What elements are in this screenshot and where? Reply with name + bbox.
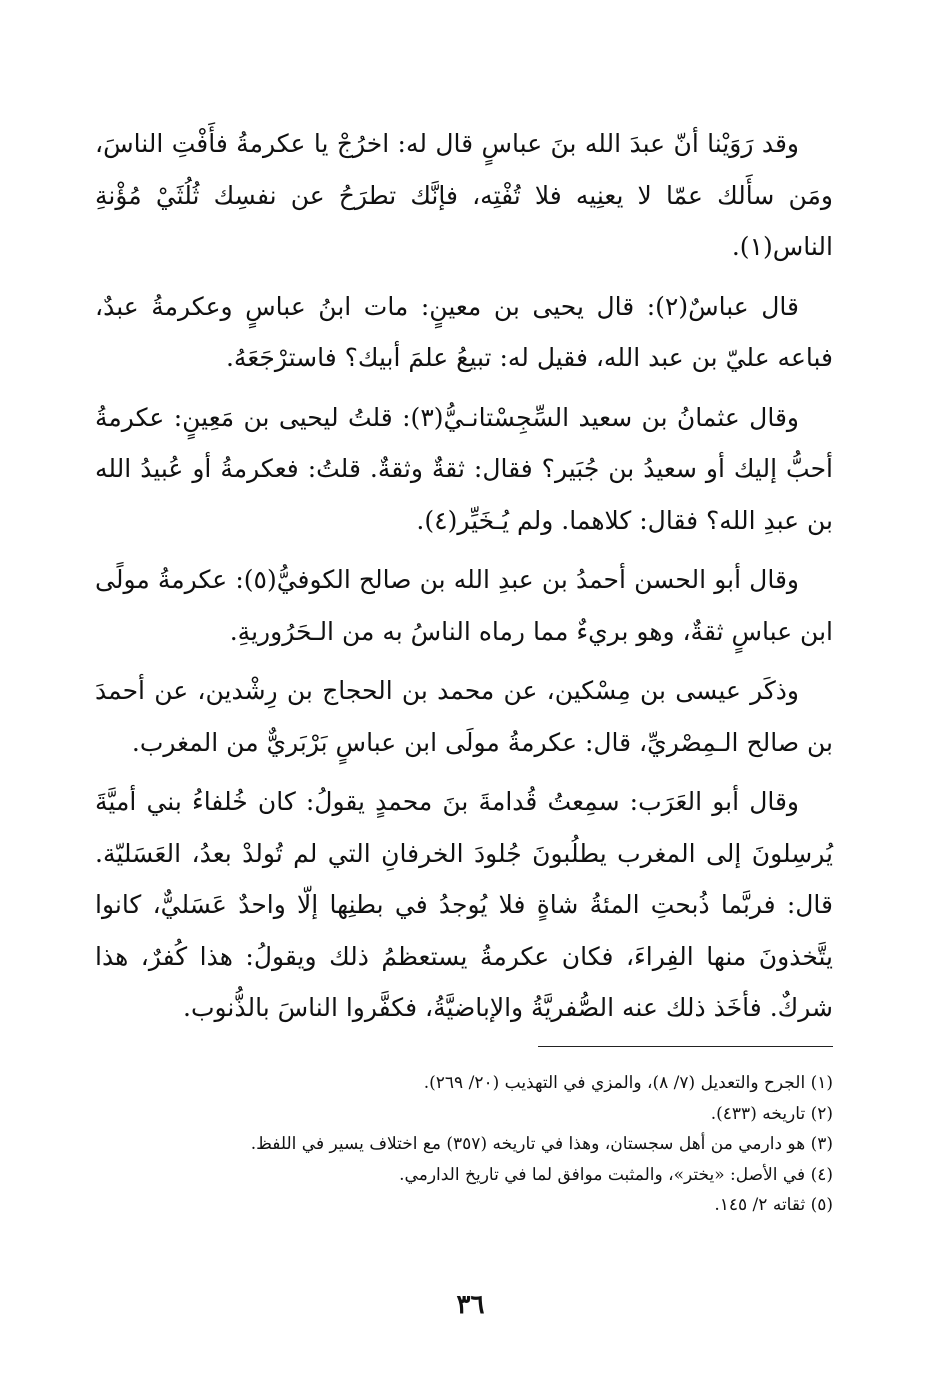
footnotes	[113, 1068, 833, 1221]
footnote-5: (٥) ثقاته ٢/ ١٤٥.	[714, 1195, 833, 1215]
footnote-2: (٢) تاريخه (٤٣٣).	[710, 1103, 833, 1124]
paragraph-5: وذكَر عيسى بن مِسْكين، عن محمد بن الحجاج بن رِشْدين، عن أحمدَ بن صالح الـمِصْريِّ، قال: عكرمةُ مولَى ابن عباسٍ بَرْبَريٌّ من المغرب.	[95, 676, 833, 757]
paragraph-2: قال عباسٌ(٢): قال يحيى بن معينٍ: مات ابنُ عباسٍ وعكرمةُ عبدٌ، فباعه عليّ بن عبد الله، فقيل له: تبيعُ علمَ أبيك؟ فاسترْجَعَهُ.	[95, 291, 833, 372]
paragraph-3: وقال عثمانُ بن سعيد السِّجِسْتانـيُّ(٣): قلتُ ليحيى بن مَعِينٍ: عكرمةُ أحبُّ إليك أو سعيدُ بن جُبَير؟ فقال: ثقةٌ وثقةٌ. قلتُ: فعكرمةُ أو عُبيدُ الله بن عبدِ الله؟ فقال: كلاهما. ولم يُـخَيِّر(٤).	[95, 402, 833, 535]
footnote-1: (١) الجرح والتعديل (٧/ ٨)، والمزي في التهذيب (٢٠/ ٢٦٩).	[423, 1073, 833, 1093]
paragraph-4: وقال أبو الحسن أحمدُ بن عبدِ الله بن صالح الكوفيُّ(٥): عكرمةُ مولًى ابن عباسٍ ثقةٌ، وهو بريءٌ مما رماه الناسُ به من الـحَرُوريةِ.	[95, 565, 833, 646]
footnote-separator	[538, 1046, 833, 1047]
footnote-3: (٣) هو دارمي من أهل سجستان، وهذا في تاريخه (٣٥٧) مع اختلاف يسير في اللفظ.	[250, 1134, 833, 1154]
paragraph-6: وقال أبو العَرَب: سمِعتُ قُدامةَ بنَ محمدٍ يقولُ: كان خُلفاءُ بني أميَّةَ يُرسِلونَ إلى المغرب يطلُبونَ جُلودَ الخرفانِ التي لم تُولدْ بعدُ، العَسَليّة. قال: فربَّما ذُبحتِ المئةُ شاةٍ فلا يُوجدُ في بطنِها إلّا واحدٌ عَسَليٌّ، كانوا يتَّخذونَ منها الفِراءَ، فكان عكرمةُ يستعظمُ ذلك ويقولُ: هذا كُفرٌ، هذا شركٌ. فأخَذ ذلك عنه الصُّفريَّةُ والإباضيَّةُ، فكفَّروا الناسَ بالذُّنوب.	[95, 787, 833, 1022]
main-text	[95, 118, 833, 1042]
page-number: ٣٦	[456, 1290, 485, 1320]
footnote-4: (٤) في الأصل: «يختر»، والمثبت موافق لما في تاريخ الدارمي.	[399, 1164, 833, 1185]
paragraph-1: وقد رَوَيْنا أنّ عبدَ الله بنَ عباسٍ قال له: اخرُجْ يا عكرمةُ فأَفْتِ الناسَ، ومَن سأَلك عمّا لا يعنِيه فلا تُفْتِه، فإنَّك تطرَحُ عن نفسِك ثُلُثَيْ مُؤْنةِ الناس(١).	[95, 129, 833, 261]
